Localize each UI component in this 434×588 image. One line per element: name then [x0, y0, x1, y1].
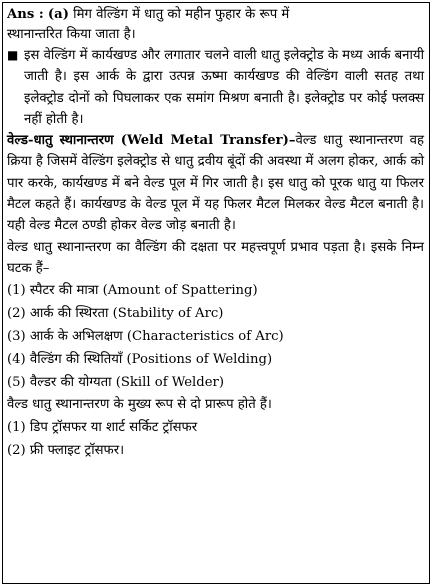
list-item [7, 279, 424, 302]
weld-transfer-heading: वेल्ड-धातु स्थानान्तरण (Weld Metal Transfer)– [7, 133, 296, 149]
answer-text-1: मिग वेल्डिंग में धातु को महीन फुहार के रूप में [73, 7, 290, 22]
list-number: (2) [7, 306, 26, 322]
forms-intro: वैल्ड धातु स्थानान्तरण के मुख्य रूप से दो प्रारूप होते हैं। [7, 397, 272, 413]
list-text: वैल्डिंग की स्थितियाँ (Positions of Welding) [29, 352, 273, 368]
weld-transfer-text: वेल्ड धातु स्थानान्तरण वह क्रिया है जिसमें वेल्डिंग इलेक्ट्रोड से धातु द्रवीय बूंदों की अवस्था में अलग होकर, आर्क को पार करके, कार्यखण्ड में बने वेल्ड पूल में गिर जाती है। इस धातु को पूरक धातु या फिलर मैटल कहते हैं। कार्यखण्ड के वेल्ड पूल में यह फिलर मैटल मिलकर वेल्ड मैटल बनाती है। यही वेल्ड मैटल ठण्डी होकर वेल्ड जोड़ बनाती है। [7, 133, 424, 234]
answer-line-1 [7, 5, 424, 25]
list-text: आर्क के अभिलक्षण (Characteristics of Arc) [29, 329, 284, 345]
list-item [7, 348, 424, 371]
list-item [7, 371, 424, 394]
list-number: (5) [7, 375, 26, 391]
square-bullet-icon: ■ [7, 48, 19, 62]
factors-list [7, 279, 424, 394]
factors-intro: वेल्ड धातु स्थानान्तरण का वैल्डिंग की दक्षता पर महत्त्वपूर्ण प्रभाव पड़ता है। इसके निम्न घटक हैं– [7, 239, 424, 276]
list-text: वैल्डर की योग्यता (Skill of Welder) [29, 375, 224, 391]
answer-option: (a) [47, 7, 69, 22]
list-text: फ्री फ्लाइट ट्रॉसफर। [29, 442, 125, 458]
bullet-paragraph [7, 45, 424, 130]
bullet-text: इस वेल्डिंग में कार्यखण्ड और लगातार चलने वाली धातु इलेक्ट्रोड के मध्य आर्क बनायी जाती है। इस आर्क के द्वारा उत्पन्न ऊष्मा कार्यखण्ड की वेल्डिंग वाली सतह तथा इलेक्ट्रोड दोनों को पिघलाकर एक समांग मिश्रण बनाती है। इलेक्ट्रोड पर कोई फ्लक्स नहीं होती है। [24, 48, 424, 127]
list-number: (1) [7, 419, 26, 435]
answer-box [2, 2, 430, 584]
list-text: डिप ट्रॉसफर या शार्ट सर्किट ट्रॉसफर [29, 419, 198, 435]
weld-transfer-paragraph [7, 130, 424, 236]
list-item [7, 416, 424, 439]
list-item [7, 325, 424, 348]
list-number: (1) [7, 283, 26, 299]
forms-list [7, 416, 424, 462]
list-text: आर्क की स्थिरता (Stability of Arc) [29, 306, 224, 322]
answer-label: Ans : [7, 7, 44, 22]
list-item [7, 302, 424, 325]
list-number: (4) [7, 352, 26, 368]
answer-text-2: स्थानान्तरित किया जाता है। [7, 27, 136, 42]
list-text: स्पैटर की मात्रा (Amount of Spattering) [29, 283, 258, 299]
list-item [7, 439, 424, 462]
list-number: (2) [7, 442, 26, 458]
answer-line-2 [7, 25, 424, 45]
list-number: (3) [7, 329, 26, 345]
